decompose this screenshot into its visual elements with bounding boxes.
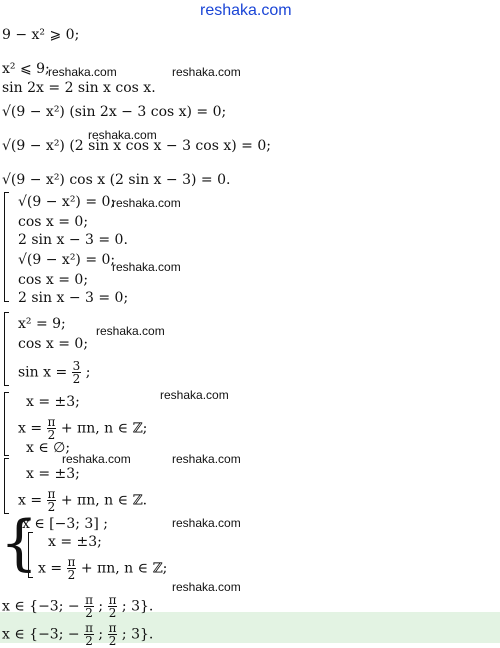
equation-line: √(9 − x²) (sin 2x − 3 cos x) = 0;	[2, 104, 227, 120]
watermark: reshaka.com	[88, 128, 157, 142]
system-line: cos x = 0;	[18, 214, 89, 230]
system-line: x = $\frac{\pi}{2}$ + πn, n ∈ ℤ;	[18, 415, 148, 442]
system-line: x = ±3;	[26, 466, 80, 482]
watermark: reshaka.com	[62, 452, 131, 466]
watermark: reshaka.com	[172, 65, 241, 79]
system-line: x² = 9;	[18, 316, 66, 332]
inequality-line-2: x² ⩽ 9;	[2, 61, 50, 77]
system-line: cos x = 0;	[18, 336, 89, 352]
identity-line: sin 2x = 2 sin x cos x.	[2, 80, 156, 96]
system-line: x ∈ [−3; 3] ;	[22, 516, 108, 532]
curly-brace: {	[0, 508, 39, 578]
watermark: reshaka.com	[172, 580, 241, 594]
system-bracket	[4, 392, 9, 456]
system-line: √(9 − x²) = 0;	[18, 194, 116, 210]
system-line: x ∈ ∅;	[26, 440, 71, 456]
system-bracket	[4, 458, 9, 514]
watermark: reshaka.com	[172, 516, 241, 530]
watermark: reshaka.com	[112, 196, 181, 210]
system-line: x = ±3;	[26, 394, 80, 410]
system-line: cos x = 0;	[18, 272, 89, 288]
system-line: 2 sin x − 3 = 0;	[18, 290, 129, 306]
watermark: reshaka.com	[112, 260, 181, 274]
watermark: reshaka.com	[96, 324, 165, 338]
system-bracket	[4, 192, 9, 302]
system-bracket	[4, 312, 9, 386]
inequality-line: 9 − x² ⩾ 0;	[2, 27, 80, 43]
watermark: reshaka.com	[48, 65, 117, 79]
system-bracket	[28, 532, 33, 578]
system-line: x = ±3;	[48, 534, 102, 550]
system-line: √(9 − x²) = 0;	[18, 252, 116, 268]
system-line: x = $\frac{\pi}{2}$ + πn, n ∈ ℤ.	[18, 487, 148, 514]
answer-line: x ∈ {−3; − $\frac{\pi}{2}$ ; $\frac{\pi}{2}$ ; 3}.	[2, 593, 154, 620]
answer-line-highlighted: x ∈ {−3; − $\frac{\pi}{2}$ ; $\frac{\pi}{2}$ ; 3}.	[2, 621, 154, 648]
watermark: reshaka.com	[160, 388, 229, 402]
system-line: 2 sin x − 3 = 0.	[18, 232, 128, 248]
system-line: x = $\frac{\pi}{2}$ + πn, n ∈ ℤ;	[38, 555, 168, 582]
system-line: sin x = $\frac{3}{2}$ ;	[18, 359, 91, 386]
equation-line-2: √(9 − x²) (2 sin x cos x − 3 cos x) = 0;	[2, 138, 271, 154]
watermark: reshaka.com	[172, 452, 241, 466]
site-watermark: reshaka.com	[200, 2, 292, 19]
equation-line-3: √(9 − x²) cos x (2 sin x − 3) = 0.	[2, 172, 231, 188]
